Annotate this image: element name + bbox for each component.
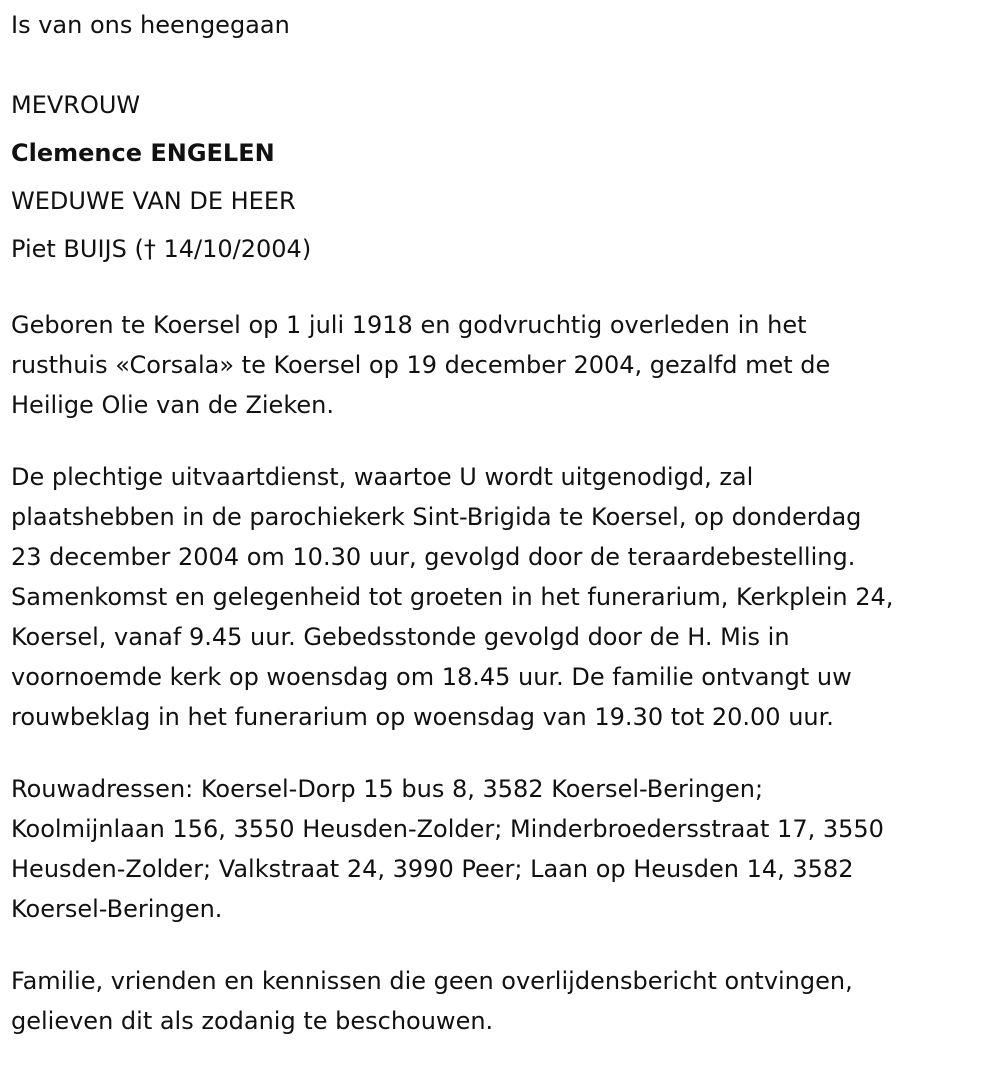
spacer	[11, 273, 996, 305]
obituary-notice	[11, 0, 996, 1041]
spacer	[11, 425, 996, 457]
spouse-name: Piet BUIJS	[11, 235, 127, 263]
intro-line: Is van ons heengegaan	[11, 11, 290, 39]
spouse-close-paren: )	[301, 235, 312, 263]
closing-paragraph: Familie, vrienden en kennissen die geen overlijdensbericht ontvingen, gelieven dit als zodanig te beschouwen.	[11, 967, 853, 1035]
spacer	[11, 737, 996, 769]
title-line: MEVROUW	[11, 91, 141, 119]
widow-line: WEDUWE VAN DE HEER	[11, 187, 296, 215]
funeral-paragraph: De plechtige uitvaartdienst, waartoe U wordt uitgenodigd, zal plaatshebben in de parochiekerk Sint-Brigida te Koersel, op donderdag 23 december 2004 om 10.30 uur, gevolgd door de teraardebestelling. Samenkomst en gelegenheid tot groeten in het funerarium, Kerkplein 24, Koersel, vanaf 9.45 uur. Gebedsstonde gevolgd door de H. Mis in voornoemde kerk op woensdag om 18.45 uur. De familie ontvangt uw rouwbeklag in het funerarium op woensdag van 19.30 tot 20.00 uur.	[11, 463, 894, 731]
deceased-name: Clemence ENGELEN	[11, 139, 275, 167]
spacer	[11, 929, 996, 961]
spouse-open-paren: (	[134, 235, 144, 263]
addresses-paragraph: Rouwadressen: Koersel-Dorp 15 bus 8, 3582 Koersel-Beringen; Koolmijnlaan 156, 3550 Heusden-Zolder; Minderbroedersstraat 17, 3550 Heusden-Zolder; Valkstraat 24, 3990 Peer; Laan op Heusden 14, 3582 Koersel-Beringen.	[11, 775, 884, 923]
spouse-line	[11, 225, 996, 273]
cross-icon: †	[143, 235, 156, 263]
birth-death-paragraph: Geboren te Koersel op 1 juli 1918 en godvruchtig overleden in het rusthuis «Corsala» te Koersel op 19 december 2004, gezalfd met de Heilige Olie van de Zieken.	[11, 311, 831, 419]
spouse-death-date: 14/10/2004	[163, 235, 302, 263]
spacer	[11, 49, 996, 81]
